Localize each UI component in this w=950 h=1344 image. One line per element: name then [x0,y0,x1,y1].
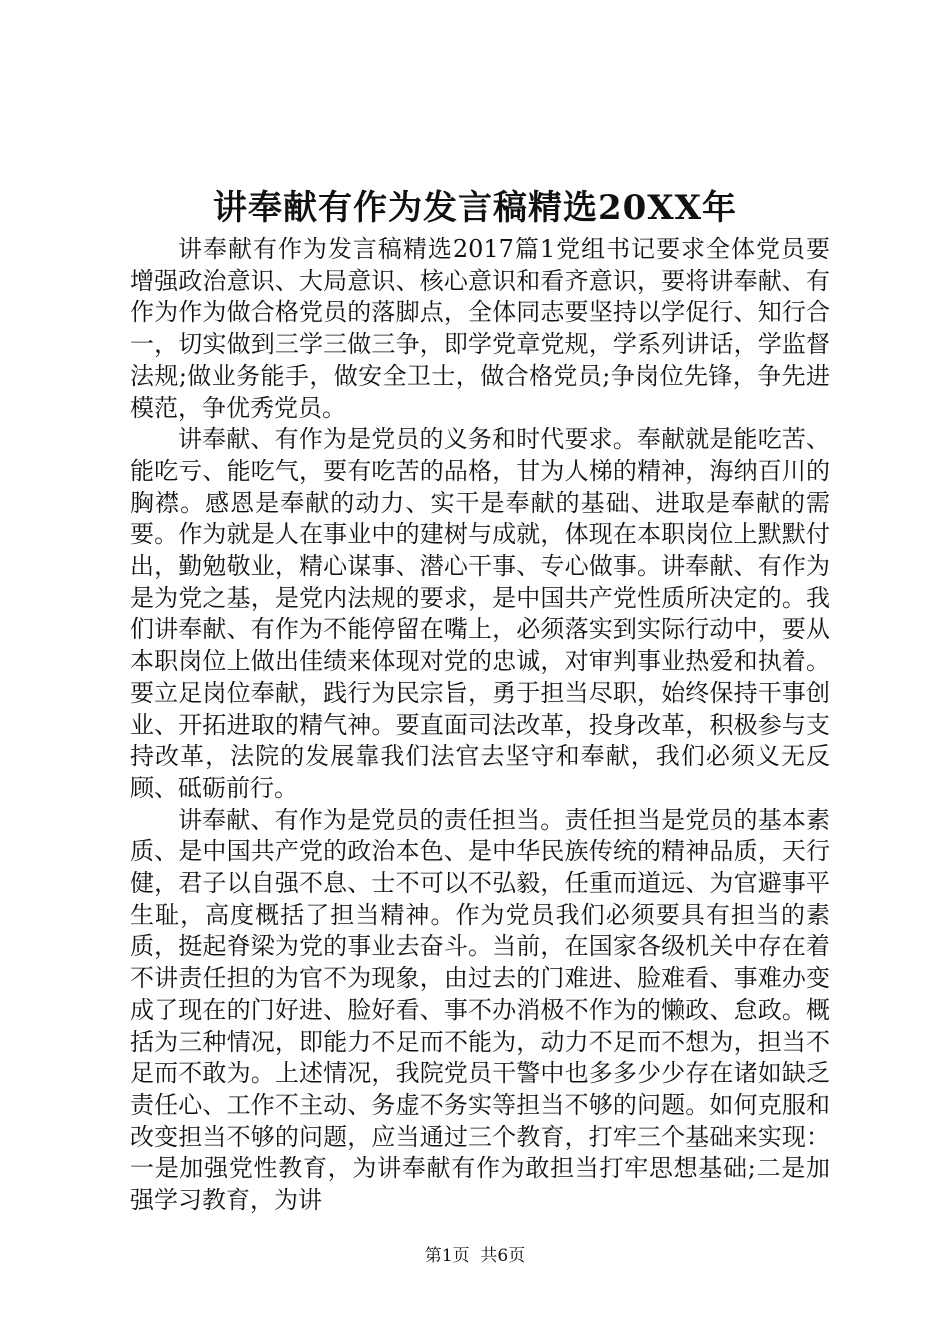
page-footer: 第1页 共6页 [424,1246,526,1266]
document-title: 讲奉献有作为发言稿精选20XX年 [212,188,738,228]
paragraph-2: 讲奉献、有作为是党员的义务和时代要求。奉献就是能吃苦、能吃亏、能吃气，要有吃苦的品格，甘为人梯的精神，海纳百川的胸襟。感恩是奉献的动力、实干是奉献的基础、进取是奉献的需要。作为就是人在事业中的建树与成就，体现在本职岗位上默默付出，勤勉敬业，精心谋事、潜心干事、专心做事。讲奉献、有作为是为党之基，是党内法规的要求，是中国共产党性质所决定的。我们讲奉献、有作为不能停留在嘴上，必须落实到实际行动中，要从本职岗位上做出佳绩来体现对党的忠诚，对审判事业热爱和执着。要立足岗位奉献，践行为民宗旨，勇于担当尽职，始终保持干事创业、开拓进取的精气神。要直面司法改革，投身改革，积极参与支持改革，法院的发展靠我们法官去坚守和奉献，我们必须义无反顾、砥砺前行。 [130,425,830,802]
paragraph-3: 讲奉献、有作为是党员的责任担当。责任担当是党员的基本素质、是中国共产党的政治本色、是中华民族传统的精神品质，天行健，君子以自强不息、士不可以不弘毅，任重而道远、为官避事平生耻，高度概括了担当精神。作为党员我们必须要具有担当的素质，挺起脊梁为党的事业去奋斗。当前，在国家各级机关中存在着不讲责任担的为官不为现象，由过去的门难进、脸难看、事难办变成了现在的门好进、脸好看、事不办消极不作为的懒政、怠政。概括为三种情况，即能力不足而不能为，动力不足而不想为，担当不足而不敢为。上述情况，我院党员干警中也多多少少存在诸如缺乏责任心、工作不主动、务虚不务实等担当不够的问题。如何克服和改变担当不够的问题，应当通过三个教育，打牢三个基础来实现：一是加强党性教育，为讲奉献有作为敢担当打牢思想基础;二是加强学习教育，为讲 [130,805,830,1215]
paragraph-1: 讲奉献有作为发言稿精选2017篇1党组书记要求全体党员要增强政治意识、大局意识、核心意识和看齐意识，要将讲奉献、有作为作为做合格党员的落脚点，全体同志要坚持以学促行、知行合一，切实做到三学三做三争，即学党章党规，学系列讲话，学监督法规;做业务能手，做安全卫士，做合格党员;争岗位先锋，争先进模范，争优秀党员。 [130,235,830,422]
document-body [130,234,830,1217]
